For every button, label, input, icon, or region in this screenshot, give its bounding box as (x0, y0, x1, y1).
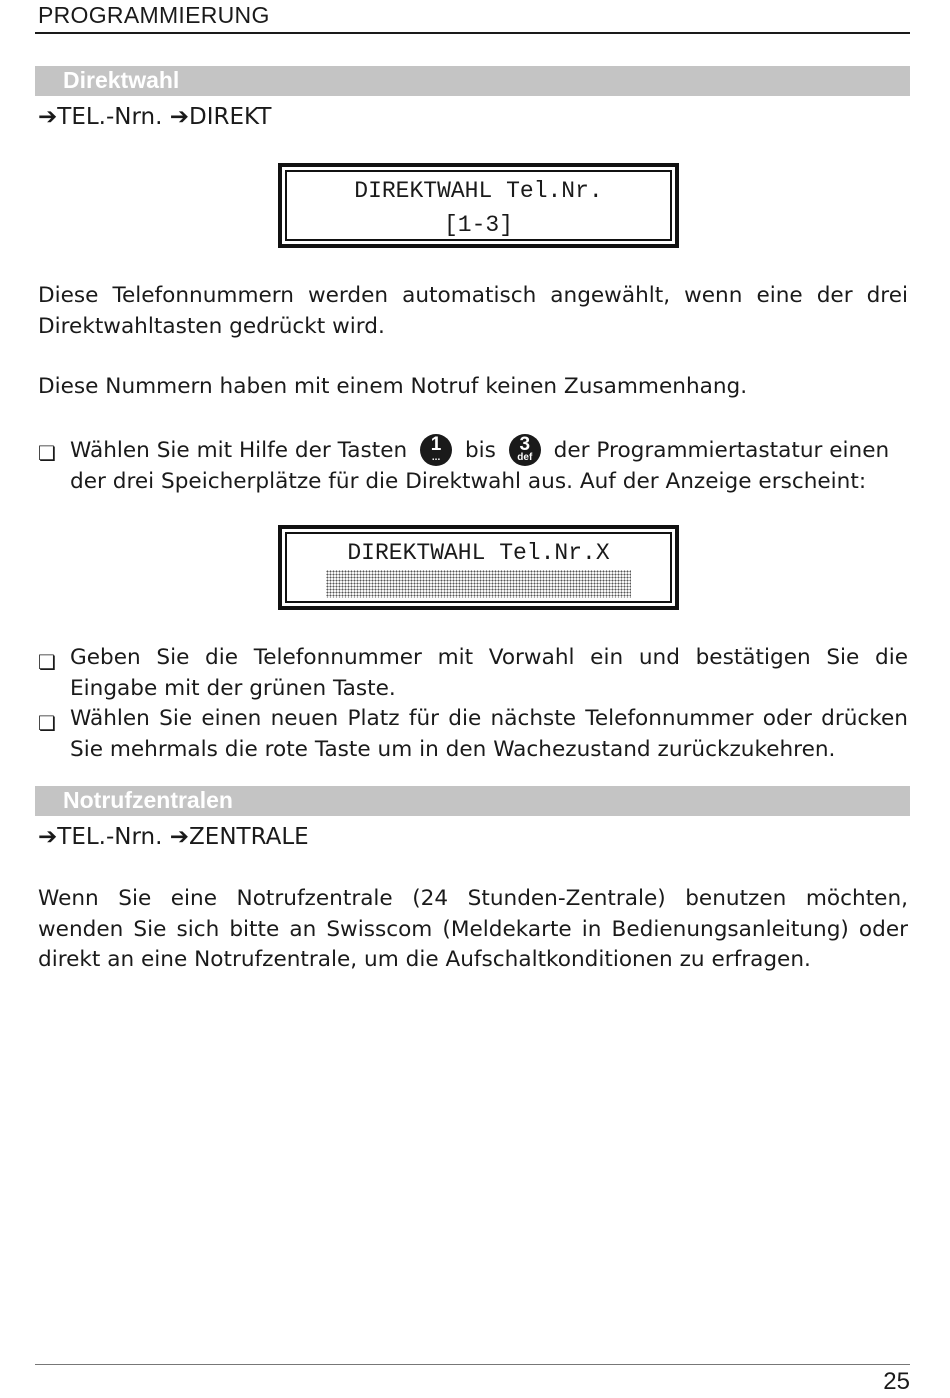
menu-path-direkt (38, 104, 271, 130)
instruction-text: Wählen Sie einen neuen Platz für die nächste Telefonnummer oder drücken Sie mehrmals die rote Taste um in den Wachezustand zurückzukehren. (70, 706, 908, 762)
lcd-line-1: DIREKTWAHL Tel.Nr.X (347, 540, 610, 566)
lcd-display-direktwahl (278, 163, 679, 248)
header-divider (35, 32, 910, 34)
section-title: Notrufzentralen (63, 787, 233, 813)
menu-path-step: TEL.-Nrn. (57, 104, 163, 130)
key-letters: def (517, 452, 533, 463)
instruction-item-enter-number (38, 643, 908, 704)
arrow-right-icon: ➔ (169, 824, 190, 850)
key-3-icon (509, 434, 541, 466)
arrow-right-icon: ➔ (38, 824, 58, 850)
lcd-display-direktwahl-x (278, 525, 679, 610)
lcd-line-1: DIREKTWAHL Tel.Nr. (354, 178, 603, 204)
lcd-input-placeholder (326, 570, 631, 598)
instruction-text: Geben Sie die Telefonnummer mit Vorwahl ein und bestätigen Sie die Eingabe mit der grünen Taste. (70, 645, 908, 701)
instruction-text: Wählen Sie mit Hilfe der Tasten (70, 438, 408, 463)
page-number: 25 (883, 1368, 910, 1395)
lcd-line-2: [1-3] (443, 212, 513, 238)
instruction-text: bis (464, 438, 496, 463)
instruction-item-select-slot (38, 434, 908, 497)
paragraph-notruf-note: Diese Nummern haben mit einem Notruf keinen Zusammenhang. (38, 374, 748, 399)
key-number: 1 (430, 434, 442, 455)
page-header-title: PROGRAMMIERUNG (38, 2, 270, 28)
section-heading-direktwahl (35, 66, 910, 96)
footer-divider (35, 1364, 910, 1365)
menu-path-zentrale (38, 824, 309, 850)
section-heading-notrufzentralen (35, 786, 910, 816)
menu-path-step: DIREKT (189, 104, 272, 130)
section-title: Direktwahl (63, 67, 180, 93)
key-number: 3 (519, 434, 531, 455)
instruction-item-next-slot (38, 704, 908, 765)
instruction-text: der Programmiertastatur einen der drei Speicherplätze für die Direktwahl aus. Auf der Anzeige erscheint: (70, 438, 890, 494)
checkbox-bullet-icon: ❏ (38, 711, 56, 735)
paragraph-notrufzentrale: Wenn Sie eine Notrufzentrale (24 Stunden-Zentrale) benutzen möchten, wenden Sie sich bitte an Swisscom (Meldekarte in Bedienungsanleitung) oder direkt an eine Notrufzentrale, um die Aufschaltkonditionen zu erfragen. (38, 886, 908, 972)
key-letters: ... (431, 452, 441, 463)
checkbox-bullet-icon: ❏ (38, 650, 56, 674)
checkbox-bullet-icon: ❏ (38, 441, 56, 465)
arrow-right-icon: ➔ (169, 104, 190, 130)
paragraph-direktwahl-intro: Diese Telefonnummern werden automatisch angewählt, wenn eine der drei Direktwahltasten gedrückt wird. (38, 283, 908, 339)
menu-path-step: ZENTRALE (189, 824, 309, 850)
arrow-right-icon: ➔ (38, 104, 58, 130)
key-1-icon (420, 434, 452, 466)
menu-path-step: TEL.-Nrn. (57, 824, 163, 850)
